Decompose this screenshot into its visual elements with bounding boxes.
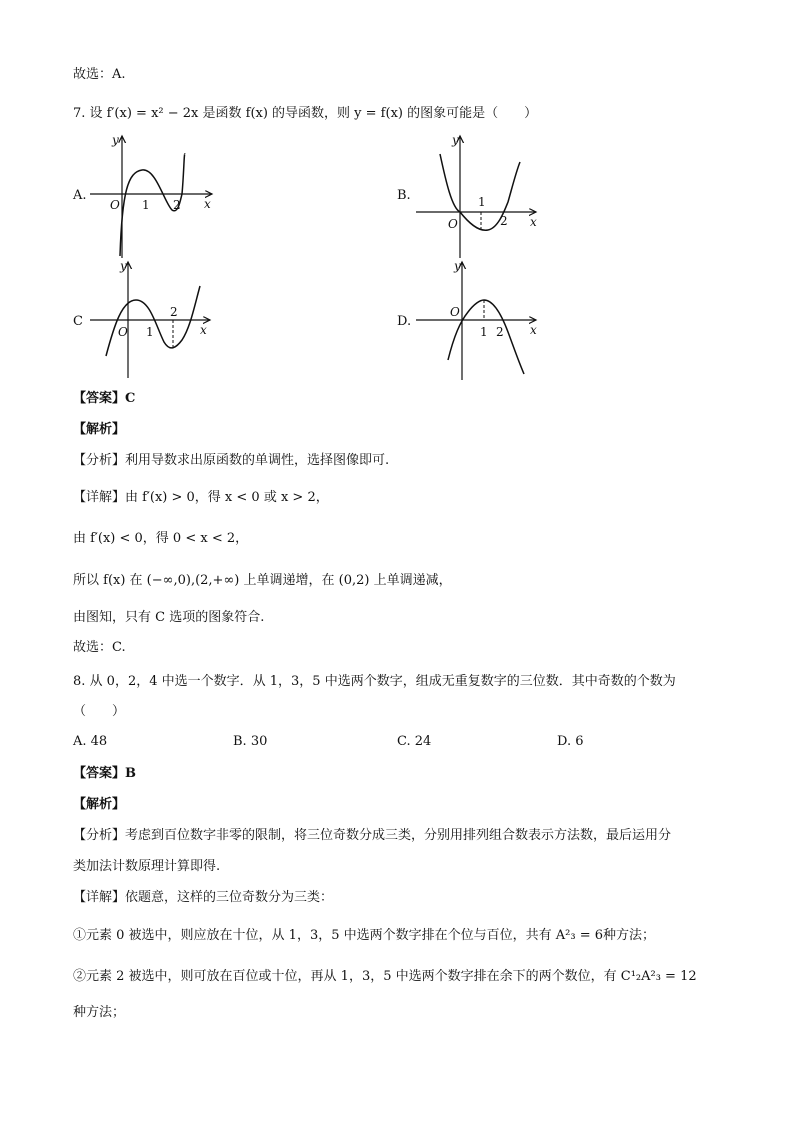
q8-detail-4: 种方法；	[73, 1005, 126, 1020]
y-label: y	[120, 259, 127, 273]
tick-1: 1	[142, 198, 150, 212]
x-label: x	[530, 323, 537, 337]
x-label: x	[204, 197, 211, 211]
q7-graph-c	[90, 256, 220, 382]
q7-detail-3: 所以 f(x) 在 (−∞,0),(2,+∞) 上单调递增，在 (0,2) 上单调递减，	[73, 573, 452, 588]
origin-label: O	[448, 217, 458, 231]
q8-analysis-1: 【分析】考虑到百位数字非零的限制，将三位奇数分成三类，分别用排列组合数表示方法数，最后运用分	[73, 828, 672, 843]
q7-option-d-label: D.	[397, 314, 412, 329]
tick-1: 1	[146, 325, 154, 339]
question-8-stem-cont: （ ）	[73, 704, 126, 719]
tick-2: 2	[500, 214, 508, 228]
q7-detail-1: 【详解】由 f′(x) > 0，得 x < 0 或 x > 2，	[73, 490, 329, 505]
q7-option-a-label: A.	[73, 188, 87, 203]
y-label: y	[452, 133, 459, 147]
q7-detail-2: 由 f′(x) < 0，得 0 < x < 2，	[73, 531, 249, 546]
q8-answer: 【答案】B	[73, 766, 136, 781]
x-label: x	[200, 323, 207, 337]
q7-graph-d	[412, 256, 542, 382]
q7-answer: 【答案】C	[73, 391, 136, 406]
curve	[106, 286, 200, 356]
q7-graph-b	[412, 132, 542, 260]
q8-analysis-heading: 【解析】	[73, 797, 126, 812]
q8-analysis-2: 类加法计数原理计算即得.	[73, 859, 221, 874]
q7-conclusion: 故选：C.	[73, 640, 126, 655]
x-label: x	[530, 215, 537, 229]
q7-analysis: 【分析】利用导数求出原函数的单调性，选择图像即可.	[73, 453, 390, 468]
y-label: y	[112, 133, 119, 147]
origin-label: O	[450, 305, 460, 319]
q7-option-c-label: C	[73, 314, 83, 329]
origin-label: O	[118, 325, 128, 339]
q8-detail-2: ①元素 0 被选中，则应放在十位，从 1，3，5 中选两个数字排在个位与百位，共有 A²₃ = 6种方法；	[73, 928, 655, 943]
question-8-stem: 8. 从 0，2，4 中选一个数字．从 1，3，5 中选两个数字，组成无重复数字的三位数．其中奇数的个数为	[73, 674, 676, 689]
tick-2: 2	[170, 305, 178, 319]
origin-label: O	[110, 198, 120, 212]
q8-option-b: B. 30	[233, 734, 268, 749]
q7-option-b-label: B.	[397, 188, 411, 203]
q8-detail-1: 【详解】依题意，这样的三位奇数分为三类：	[73, 890, 334, 905]
tick-1: 1	[480, 325, 488, 339]
q8-option-d: D. 6	[557, 734, 584, 749]
q7-graph-a	[90, 132, 220, 260]
q7-detail-4: 由图知，只有 C 选项的图象符合.	[73, 610, 265, 625]
tick-2: 2	[173, 198, 181, 212]
question-7-stem: 7. 设 f′(x) = x² − 2x 是函数 f(x) 的导函数，则 y = f(x) 的图象可能是（ ）	[73, 106, 538, 121]
tick-2: 2	[496, 325, 504, 339]
q7-analysis-heading: 【解析】	[73, 422, 126, 437]
q8-option-c: C. 24	[397, 734, 432, 749]
y-label: y	[454, 259, 461, 273]
answer-line: 故选：A.	[73, 67, 126, 82]
q8-detail-3: ②元素 2 被选中，则可放在百位或十位，再从 1，3，5 中选两个数字排在余下的两个数位，有 C¹₂A²₃ = 12	[73, 969, 697, 984]
q8-option-a: A. 48	[73, 734, 108, 749]
tick-1: 1	[478, 195, 486, 209]
